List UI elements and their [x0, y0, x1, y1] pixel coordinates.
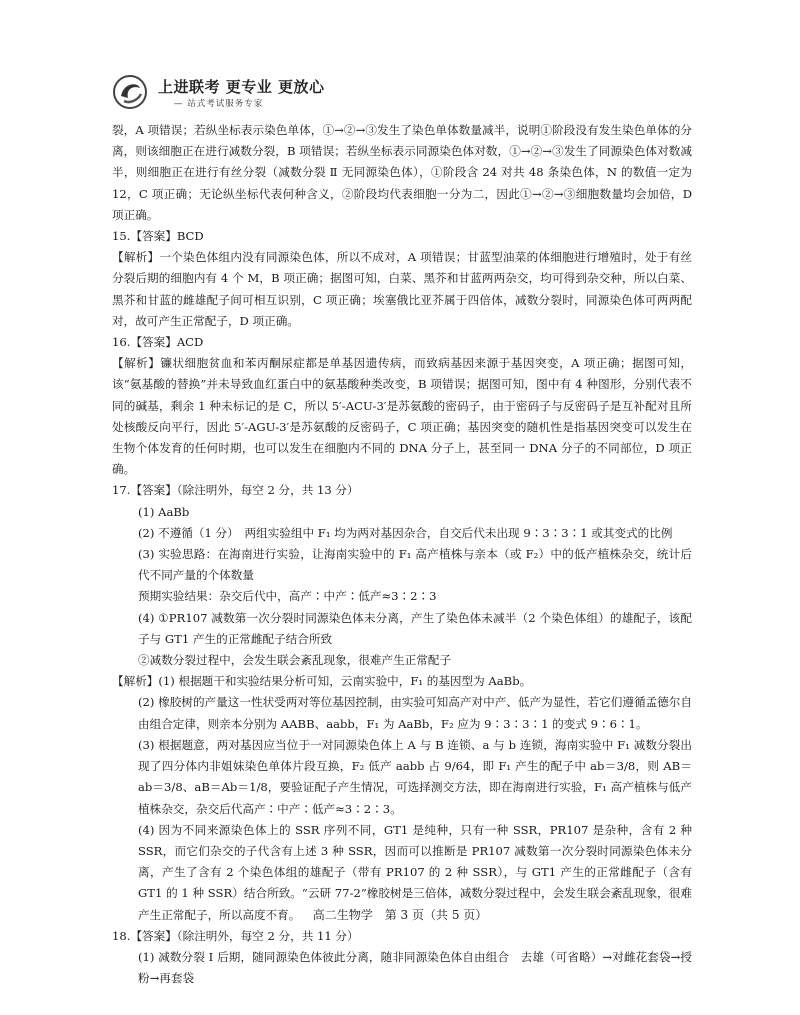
answer-17-part-4-second: ②减数分裂过程中，会发生联会紊乱现象，很难产生正常配子: [138, 653, 452, 668]
answer-content: [112, 120, 692, 989]
answer-18-part-1: (1) 减数分裂 Ⅰ 后期，随同源染色体彼此分离，随非同源染色体自由组合 去雄（可省略）→对雌花套袋→授粉→再套袋: [138, 949, 692, 986]
page-footer: 高二生物学 第 3 页（共 5 页）: [312, 908, 488, 922]
analysis-17-part-2: (2) 橡胶树的产量这一性状受两对等位基因控制，由实验可知高产对中产、低产为显性，若它们遵循孟德尔自由组合定律，则亲本分别为 AABB、aabb，F₁ 为 AaBb，F₂ 应为 9∶3∶3∶1 的变式 9∶6∶1。: [138, 695, 692, 731]
paragraph-14-continued: 裂，A 项错误；若纵坐标表示染色单体，①→②→③发生了染色单体数量减半，说明①阶段没有发生染色单体的分离，则该细胞正在进行减数分裂，B 项错误；若纵坐标表示同源染色体对数，①→②→③发生了同源染色体对数减半，则细胞正在进行有丝分裂（减数分裂 Ⅱ 无同源染色体），①阶段含 24 对共 48 条染色体，N 的数值一定为 12，C 项正确；无论纵坐标代表何种含义，②阶段均代表细胞一分为二，因此①→②→③细胞数量均会加倍，D 项正确。: [112, 123, 692, 222]
answer-15: 15.【答案】BCD: [112, 229, 204, 244]
analysis-17-part-4: (4) 因为不同来源染色体上的 SSR 序列不同，GT1 是纯种，只有一种 SSR，PR107 是杂种，含有 2 种 SSR，而它们杂交的子代含有上述 3 种 SSR，因而可以推断是 PR107 减数第一次分裂时同源染色体未分离，产生了含有 2 个染色体组的雄配子（带有 PR107 的 2 种 SSR），与 GT1 产生的正常雌配子（含有 GT1 的 1 种 SSR）结合所致。“云研 77-2”橡胶树是三倍体，减数分裂过程中，会发生联会紊乱现象，很难产生正常配子，所以高度不育。: [138, 822, 692, 922]
analysis-17-part-3: (3) 根据题意，两对基因应当位于一对同源染色体上 A 与 B 连锁、a 与 b 连锁，海南实验中 F₁ 减数分裂出现了四分体内非姐妹染色单体片段互换，F₂ 低产 aabb 占 9/64，即 F₁ 产生的配子中 ab＝3/8，则 AB＝ab＝3/8、aB＝Ab＝1/8，要验证配子产生情况，可选择测交方法，即在海南进行实验，F₁ 高产植株与低产植株杂交，杂交后代高产∶中产∶低产≈3∶2∶3。: [138, 737, 692, 816]
answer-17: 17.【答案】（除注明外，每空 2 分，共 13 分）: [112, 483, 359, 498]
logo-icon: [112, 74, 150, 110]
logo-title: 上进联考 更专业 更放心: [158, 78, 325, 96]
answer-17-part-4: (4) ①PR107 减数第一次分裂时同源染色体未分离，产生了染色体未减半（2 个染色体组）的雄配子，该配子与 GT1 产生的正常雌配子结合所致: [138, 610, 692, 646]
logo-subtitle: — 站式考试服务专家: [174, 99, 264, 109]
answer-17-part-3: (3) 实验思路：在海南进行实验，让海南实验中的 F₁ 高产植株与亲本（或 F₂）中的低产植株杂交，统计后代不同产量的个体数量: [138, 547, 692, 583]
analysis-16: 【解析】镰状细胞贫血和苯丙酮尿症都是单基因遗传病，而致病基因来源于基因突变，A 项正确；据图可知，该“氨基酸的替换”并未导致血红蛋白中的氨基酸种类改变，B 项错误；据图可知，图中有 4 种图形，分别代表不同的碱基，剩余 1 种未标记的是 C，所以 5′-ACU-3′是苏氨酸的密码子，由于密码子与反密码子是互补配对且所处核酸反向平行，因此 5′-AGU-3′是苏氨酸的反密码子，C 项正确；基因突变的随机性是指基因突变可以发生在生物个体发育的任何时期，也可以发生在细胞内不同的 DNA 分子上，甚至同一 DNA 分子的不同部位，D 项正确。: [112, 356, 692, 477]
page-header: [112, 72, 352, 112]
analysis-17-part-1: 【解析】(1) 根据题干和实验结果分析可知，云南实验中，F₁ 的基因型为 AaBb。: [112, 674, 532, 689]
answer-18: 18.【答案】（除注明外，每空 2 分，共 11 分）: [112, 928, 359, 943]
answer-16: 16.【答案】ACD: [112, 335, 204, 350]
answer-17-part-2: (2) 不遵循（1 分） 两组实验组中 F₁ 均为两对基因杂合，自交后代未出现 9∶3∶3∶1 或其变式的比例: [138, 525, 673, 540]
answer-17-part-1: (1) AaBb: [138, 504, 190, 519]
analysis-15: 【解析】一个染色体组内没有同源染色体，所以不成对，A 项错误；甘蓝型油菜的体细胞进行增殖时，处于有丝分裂后期的细胞内有 4 个 M，B 项正确；据图可知，白菜、黑芥和甘蓝两两杂交，均可得到杂交种，所以白菜、黑芥和甘蓝的雌雄配子间可相互识别，C 项正确；埃塞俄比亚芥属于四倍体，减数分裂时，同源染色体可两两配对，故可产生正常配子，D 项正确。: [112, 250, 692, 328]
answer-17-part-3-result: 预期实验结果：杂交后代中，高产∶中产∶低产≈3∶2∶3: [138, 589, 437, 604]
